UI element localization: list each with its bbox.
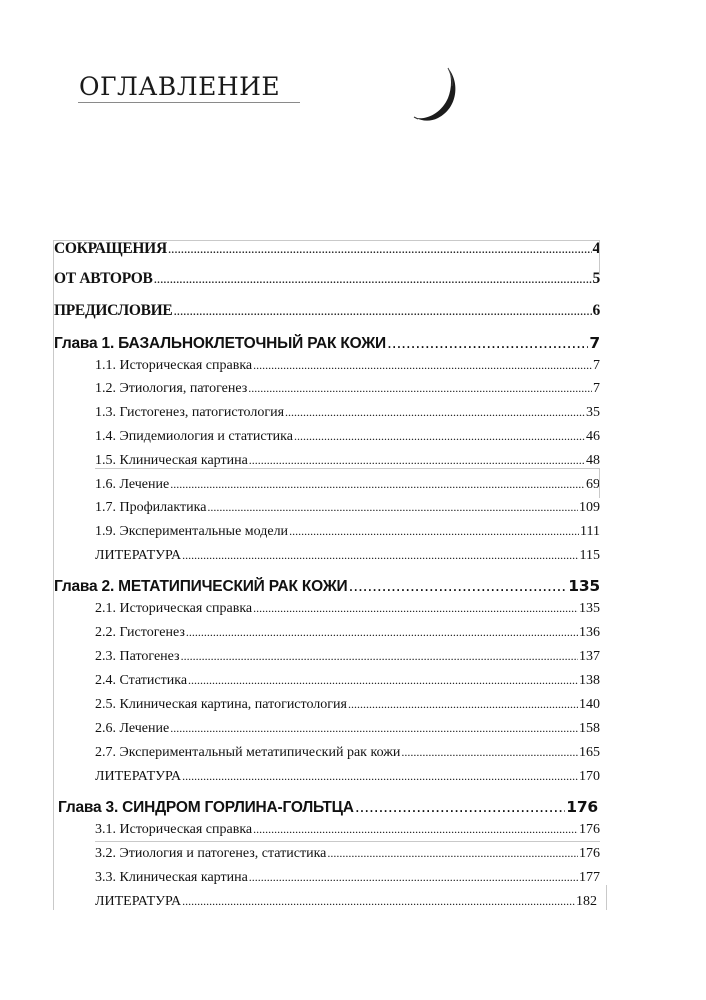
toc-entry — [95, 477, 600, 499]
toc-chapter-entry — [54, 577, 600, 599]
toc-entry-label: ЛИТЕРАТУРА — [95, 769, 182, 784]
toc-entry-label: 2.6. Лечение — [95, 721, 170, 736]
toc-entry-page-number: 135 — [579, 601, 600, 616]
toc-entry-label: 1.5. Клиническая картина — [95, 453, 248, 468]
dot-leader — [173, 304, 591, 320]
toc-chapter-entry — [58, 798, 598, 820]
toc-entry — [95, 894, 597, 916]
dot-leader — [253, 822, 578, 837]
toc-entry — [54, 240, 600, 262]
toc-entry-page-number: 176 — [579, 822, 600, 837]
toc-entry-label: 3.1. Историческая справка — [95, 822, 253, 837]
dot-leader — [207, 500, 578, 515]
toc-entry-page-number: 46 — [586, 429, 600, 444]
dot-leader — [355, 798, 565, 816]
toc-entry — [95, 429, 600, 451]
toc-entry — [95, 453, 600, 475]
dot-leader — [181, 649, 578, 664]
dot-leader — [253, 358, 592, 373]
toc-entry-page-number: 140 — [579, 697, 600, 712]
title-underline — [78, 102, 300, 103]
toc-entry — [95, 601, 600, 623]
dot-leader — [249, 453, 585, 468]
toc-entry — [95, 500, 600, 522]
table-border — [606, 885, 607, 910]
toc-entry-page-number: 176 — [579, 846, 600, 861]
toc-entry — [95, 721, 600, 743]
toc-entry-page-number: 7 — [589, 334, 600, 352]
dot-leader — [285, 405, 585, 420]
toc-entry-page-number: 115 — [579, 548, 600, 563]
toc-entry-page-number: 165 — [579, 745, 600, 760]
toc-entry-page-number: 135 — [568, 577, 600, 595]
toc-entry-page-number: 109 — [579, 500, 600, 515]
dot-leader — [289, 524, 579, 539]
toc-entry — [95, 697, 600, 719]
toc-entry-page-number: 7 — [593, 381, 600, 396]
dot-leader — [170, 477, 585, 492]
toc-entry-label: 1.7. Профилактика — [95, 500, 207, 515]
dot-leader — [294, 429, 585, 444]
dot-leader — [327, 846, 578, 861]
toc-entry — [95, 769, 600, 791]
table-border — [599, 240, 600, 275]
toc-entry — [95, 358, 600, 380]
toc-entry-page-number: 35 — [586, 405, 600, 420]
toc-entry — [95, 649, 600, 671]
dot-leader — [188, 673, 578, 688]
toc-entry-page-number: 138 — [579, 673, 600, 688]
toc-entry-label: 2.7. Экспериментальный метатипический рак кожи — [95, 745, 401, 760]
dot-leader — [401, 745, 578, 760]
dot-leader — [186, 625, 578, 640]
dot-leader — [349, 577, 568, 595]
dot-leader — [387, 334, 588, 352]
toc-entry-label: 2.5. Клиническая картина, патогистология — [95, 697, 347, 712]
table-rule — [95, 841, 600, 842]
toc-entry — [95, 673, 600, 695]
toc-entry-label: Глава 3. СИНДРОМ ГОРЛИНА-ГОЛЬТЦА — [58, 799, 354, 816]
toc-entry-page-number: 158 — [579, 721, 600, 736]
toc-entry-label: 2.3. Патогенез — [95, 649, 180, 664]
dot-leader — [168, 242, 592, 258]
dot-leader — [253, 601, 578, 616]
toc-entry — [95, 524, 600, 546]
toc-entry-page-number: 48 — [586, 453, 600, 468]
toc-entry-page-number: 170 — [579, 769, 600, 784]
dot-leader — [182, 769, 578, 784]
toc-entry-page-number: 69 — [586, 477, 600, 492]
toc-entry — [54, 302, 600, 324]
table-rule — [53, 240, 599, 241]
toc-entry-page-number: 136 — [579, 625, 600, 640]
dot-leader — [170, 721, 578, 736]
toc-entry-page-number: 7 — [593, 358, 600, 373]
toc-entry-page-number: 111 — [580, 524, 600, 539]
toc-entry-label: 1.4. Эпидемиология и статистика — [95, 429, 293, 444]
crescent-moon-icon — [408, 64, 466, 126]
toc-entry — [95, 846, 600, 868]
toc-entry-page-number: 5 — [592, 270, 600, 287]
table-border — [53, 240, 54, 910]
dot-leader — [248, 381, 592, 396]
toc-entry — [95, 870, 600, 892]
toc-entry-page-number: 137 — [579, 649, 600, 664]
toc-entry-page-number: 182 — [576, 894, 597, 909]
toc-entry-label: 2.4. Статистика — [95, 673, 188, 688]
toc-entry-label: ОТ АВТОРОВ — [54, 270, 153, 287]
page-title: ОГЛАВЛЕНИЕ — [79, 72, 281, 101]
toc-entry-label: 1.3. Гистогенез, патогистология — [95, 405, 285, 420]
toc-entry-page-number: 177 — [579, 870, 600, 885]
toc-entry — [95, 625, 600, 647]
dot-leader — [249, 870, 578, 885]
table-rule — [95, 468, 600, 469]
toc-entry — [54, 270, 600, 292]
toc-entry-page-number: 6 — [592, 302, 600, 319]
toc-chapter-entry — [54, 334, 600, 356]
toc-entry — [95, 548, 600, 570]
toc-entry-label: ЛИТЕРАТУРА — [95, 894, 182, 909]
toc-entry-label: ЛИТЕРАТУРА — [95, 548, 182, 563]
dot-leader — [348, 697, 578, 712]
toc-entry-label: 3.2. Этиология и патогенез, статистика — [95, 846, 327, 861]
dot-leader — [182, 894, 575, 909]
toc-entry-label: 1.2. Этиология, патогенез — [95, 381, 248, 396]
toc-entry — [95, 381, 600, 403]
toc-entry — [95, 405, 600, 427]
toc-entry-label: СОКРАЩЕНИЯ — [54, 240, 167, 257]
toc-entry-label: 2.1. Историческая справка — [95, 601, 253, 616]
toc-entry — [95, 745, 600, 767]
toc-entry-label: 2.2. Гистогенез — [95, 625, 185, 640]
toc-entry-label: 1.9. Экспериментальные модели — [95, 524, 289, 539]
toc-entry-label: 1.1. Историческая справка — [95, 358, 253, 373]
toc-entry-page-number: 176 — [566, 798, 598, 816]
toc-entry-label: 3.3. Клиническая картина — [95, 870, 248, 885]
toc-entry-label: ПРЕДИСЛОВИЕ — [54, 302, 173, 319]
dot-leader — [154, 272, 592, 288]
toc-entry-label: Глава 2. МЕТАТИПИЧЕСКИЙ РАК КОЖИ — [54, 578, 348, 595]
toc-entry-page-number: 4 — [592, 240, 600, 257]
table-border — [599, 468, 600, 498]
dot-leader — [182, 548, 578, 563]
toc-entry-label: 1.6. Лечение — [95, 477, 170, 492]
toc-entry-label: Глава 1. БАЗАЛЬНОКЛЕТОЧНЫЙ РАК КОЖИ — [54, 335, 386, 352]
